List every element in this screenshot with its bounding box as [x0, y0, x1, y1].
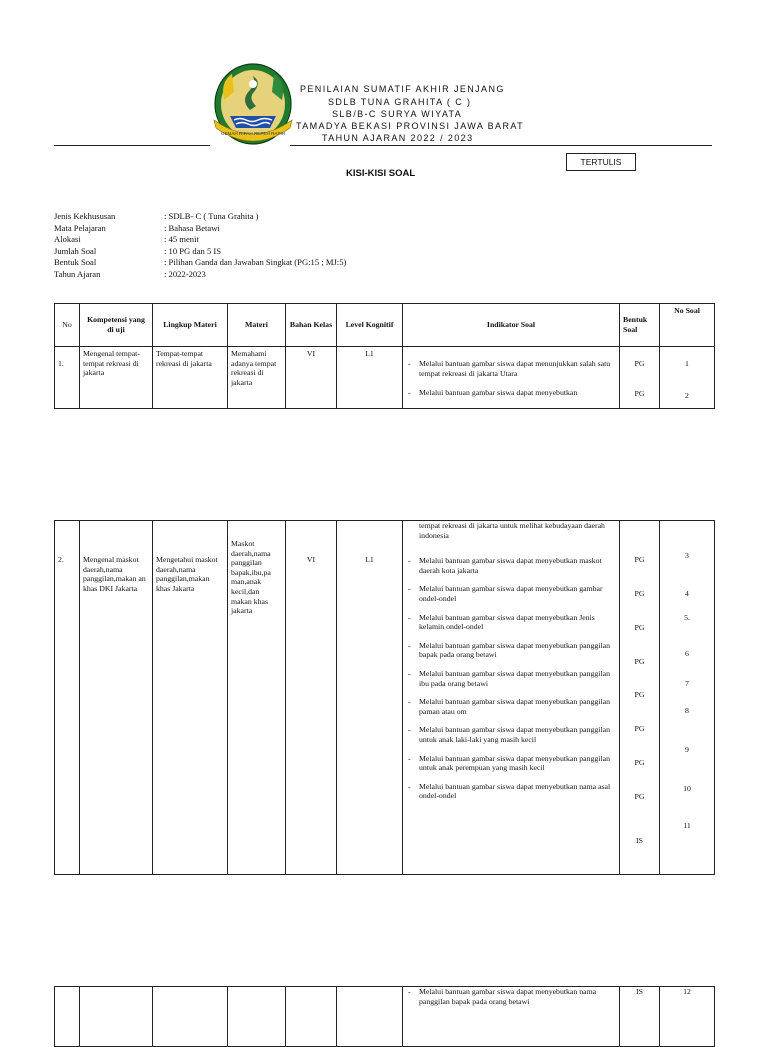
bentuk-value: PG — [634, 758, 645, 767]
soal-number: 11 — [683, 821, 691, 830]
soal-number: 4 — [685, 589, 689, 598]
row-number: 2. — [58, 555, 64, 564]
bentuk-value: PG — [634, 555, 645, 564]
cell-kompetensi: Mengenal maskot daerah,nama panggilan,makan an khas DKI Jakarta — [80, 521, 153, 875]
cell-bentuk — [620, 347, 660, 409]
header-line-5: TAHUN AJARAN 2022 / 2023 — [322, 133, 474, 143]
cell-level: L1 — [337, 521, 403, 875]
cell-bentuk — [620, 521, 660, 875]
bentuk-value: IS — [636, 836, 643, 845]
header-materi: Materi — [228, 304, 286, 347]
cell-level: L1 — [337, 347, 403, 409]
bentuk-value: IS — [636, 987, 643, 996]
table-row — [55, 987, 715, 1047]
bentuk-value: PG — [634, 724, 645, 733]
kisi-kisi-table-page-1 — [54, 303, 715, 409]
indikator-item: - Melalui bantuan gambar siswa dapat menunjukkan salah satu tempat rekreasi di jakarta Utara — [406, 359, 616, 378]
cell-indikator — [403, 521, 620, 875]
bentuk-value: PG — [634, 690, 645, 699]
tertulis-badge — [566, 153, 636, 171]
header-line-1: PENILAIAN SUMATIF AKHIR JENJANG — [300, 84, 505, 94]
indikator-item: - Melalui bantuan gambar siswa dapat menyebutkan panggilan untuk anak perempuan yang masih kecil — [406, 754, 616, 773]
meta-label: Alokasi — [54, 234, 81, 244]
bentuk-value: PG — [634, 623, 645, 632]
cell-indikator — [403, 987, 620, 1047]
soal-number: 2 — [685, 391, 689, 400]
cell-no — [55, 987, 80, 1047]
cell-no-soal — [660, 521, 715, 875]
cell-kelas: VI — [286, 347, 337, 409]
meta-value: : 2022-2023 — [164, 268, 206, 279]
header-line-2: SDLB TUNA GRAHITA ( C ) — [328, 97, 472, 107]
bentuk-value: PG — [634, 657, 645, 666]
meta-label: Tahun Ajaran — [54, 268, 101, 279]
bentuk-value: PG — [634, 589, 645, 598]
header-indikator: Indikator Soal — [403, 304, 620, 347]
soal-number: 7 — [685, 679, 689, 688]
cell-kompetensi: Mengenal tempat-tempat rekreasi di jakarta — [80, 347, 153, 409]
indikator-item: - Melalui bantuan gambar siswa dapat menyebutkan panggilan bapak pada orang betawi — [406, 641, 616, 660]
soal-number: 6 — [685, 649, 689, 658]
meta-value: : 45 menit — [164, 234, 199, 244]
meta-label: Bentuk Soal — [54, 257, 97, 267]
cell-no — [55, 521, 80, 875]
soal-number: 1 — [685, 359, 689, 368]
header-bentuk: Bentuk Soal — [620, 304, 660, 347]
cell-no-soal — [660, 347, 715, 409]
indikator-item: - Melalui bantuan gambar siswa dapat menyebutkan maskot daerah kota jakarta — [406, 556, 616, 575]
meta-value: : Bahasa Betawi — [164, 222, 220, 233]
tertulis-badge-label: TERTULIS — [580, 157, 622, 167]
header-rule-left — [54, 145, 210, 146]
header-no-soal: No Soal — [660, 304, 715, 347]
cell-kelas — [286, 987, 337, 1047]
header-lingkup: Lingkup Materi — [153, 304, 228, 347]
indikator-item: - Melalui bantuan gambar siswa dapat menyebutkan nama panggilan bapak pada orang betawi — [406, 987, 616, 1006]
indikator-item: - Melalui bantuan gambar siswa dapat menyebutkan panggilan paman atau om — [406, 697, 616, 716]
indikator-item: - Melalui bantuan gambar siswa dapat menyebutkan Jenis kelamin ondel-ondel — [406, 613, 616, 632]
cell-bentuk — [620, 987, 660, 1047]
indikator-item: - Melalui bantuan gambar siswa dapat menyebutkan panggilan untuk anak laki-laki yang masih kecil — [406, 725, 616, 744]
cell-kompetensi — [80, 987, 153, 1047]
meta-label: Mata Pelajaran — [54, 222, 106, 233]
cell-no-soal — [660, 987, 715, 1047]
meta-label: Jumlah Soal — [54, 245, 97, 256]
meta-value: : Pilihan Ganda dan Jawaban Singkat (PG:15 ; MJ:5) — [164, 257, 347, 267]
bentuk-value: PG — [634, 389, 645, 398]
indikator-continuation: tempat rekreasi di jakarta untuk melihat kebudayaan daerah indonesia — [419, 521, 605, 540]
soal-number: 9 — [685, 745, 689, 754]
table-header-row — [55, 304, 715, 347]
table-row — [55, 347, 715, 409]
cell-no — [55, 347, 80, 409]
meta-label: Jenis Kekhususan — [54, 211, 116, 221]
header-line-3: SLB/B-C SURYA WIYATA — [332, 109, 463, 119]
document-title: KISI-KISI SOAL — [346, 168, 416, 179]
soal-number: 10 — [683, 784, 691, 793]
header-no: No — [55, 304, 80, 347]
cell-materi — [228, 987, 286, 1047]
logo-motto: GEMAH RIPAH REPEH RAPIH — [220, 131, 286, 136]
meta-labels — [54, 211, 115, 280]
cell-lingkup: Mengetahui maskot daerah,nama panggilan,makan khas Jakarta — [153, 521, 228, 875]
kisi-kisi-table-page-2 — [54, 520, 715, 875]
indikator-item: - Melalui bantuan gambar siswa dapat menyebutkan nama asal ondel-ondel — [406, 782, 616, 801]
header-kompetensi: Kompetensi yang di uji — [80, 304, 153, 347]
meta-value: : 10 PG dan 5 IS — [164, 245, 222, 256]
cell-materi: Maskot daerah,nama panggilan bapak,ibu,pa man,anak kecil,dan makan khas jakarta — [228, 521, 286, 875]
meta-value: : SDLB- C ( Tuna Grahita ) — [164, 211, 259, 221]
indikator-item: - Melalui bantuan gambar siswa dapat menyebutkan panggilan ibu pada orang betawi — [406, 669, 616, 688]
cell-indikator — [403, 347, 620, 409]
cell-kelas: VI — [286, 521, 337, 875]
header-level: Level Kognitif — [337, 304, 403, 347]
indikator-item: - Melalui bantuan gambar siswa dapat menyebutkan — [406, 388, 616, 398]
cell-materi: Memahami adanya tempat rekreasi di jakarta — [228, 347, 286, 409]
header-bahan-kelas: Bahan Kelas — [286, 304, 337, 347]
bentuk-value: PG — [634, 792, 645, 801]
kisi-kisi-table-page-3 — [54, 986, 715, 1047]
soal-number: 5. — [684, 613, 690, 622]
meta-values — [164, 211, 346, 280]
west-java-emblem-logo — [210, 62, 296, 148]
cell-lingkup — [153, 987, 228, 1047]
bentuk-value: PG — [634, 359, 645, 368]
row-number: 1. — [58, 359, 64, 368]
soal-number: 8 — [685, 706, 689, 715]
header-line-4: TAMADYA BEKASI PROVINSI JAWA BARAT — [296, 121, 524, 131]
cell-level — [337, 987, 403, 1047]
cell-lingkup: Tempat-tempat rekreasi di jakarta — [153, 347, 228, 409]
soal-number: 12 — [683, 987, 691, 996]
header-rule-right — [290, 145, 712, 146]
soal-number: 3 — [685, 551, 689, 560]
table-row — [55, 521, 715, 875]
indikator-item: - Melalui bantuan gambar siswa dapat menyebutkan gambar ondel-ondel — [406, 584, 616, 603]
